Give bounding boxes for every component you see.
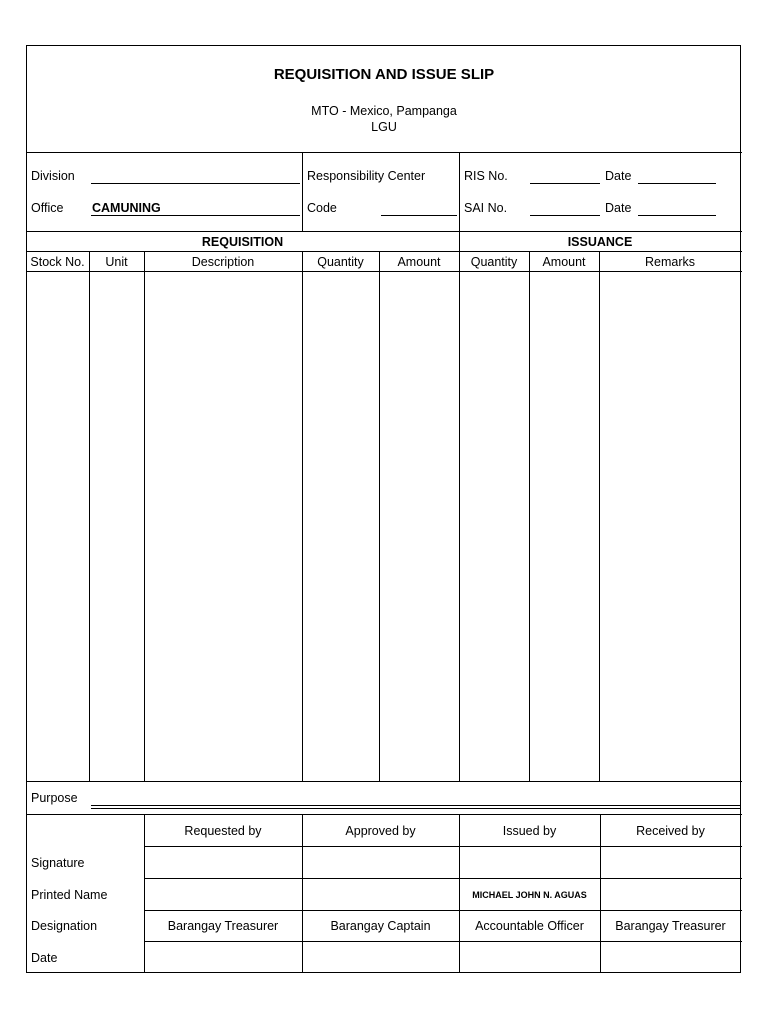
designation-received: Barangay Treasurer (615, 919, 726, 933)
col-unit: Unit (105, 255, 128, 269)
sai-date-label: Date (605, 201, 632, 215)
designation-approved: Barangay Captain (330, 919, 431, 933)
purpose-label: Purpose (31, 791, 78, 805)
items-table-body[interactable] (27, 272, 741, 780)
col-remarks: Remarks (644, 255, 695, 269)
purpose-line-1[interactable] (91, 805, 741, 806)
responsibility-center-label: Responsibility Center (307, 169, 426, 183)
col-iss-quantity: Quantity (470, 255, 518, 269)
issued-by-header: Issued by (502, 824, 557, 838)
col-req-quantity: Quantity (317, 255, 364, 269)
requisition-header: REQUISITION (201, 235, 284, 249)
ris-no-label: RIS No. (464, 169, 508, 183)
col-req-amount: Amount (397, 255, 441, 269)
date-row-label: Date (31, 951, 58, 965)
col-description: Description (191, 255, 255, 269)
designation-requested: Barangay Treasurer (167, 919, 279, 933)
printed-name-row-label: Printed Name (31, 888, 108, 902)
col-stock-no: Stock No. (30, 255, 85, 269)
division-label: Division (31, 169, 75, 183)
code-label: Code (307, 201, 337, 215)
col-iss-amount: Amount (542, 255, 586, 269)
requested-by-header: Requested by (184, 824, 262, 838)
form-subtitle: MTO - Mexico, Pampanga (311, 104, 457, 118)
designation-issued: Accountable Officer (475, 919, 584, 933)
form-title: REQUISITION AND ISSUE SLIP (273, 66, 495, 83)
office-value[interactable]: CAMUNING (92, 201, 161, 215)
signature-row-label: Signature (31, 856, 85, 870)
purpose-line-2 (91, 808, 741, 809)
form-subtitle-lgu: LGU (371, 120, 397, 134)
office-label: Office (31, 201, 64, 215)
received-by-header: Received by (636, 824, 705, 838)
issuance-header: ISSUANCE (567, 235, 633, 249)
ris-date-label: Date (605, 169, 632, 183)
sai-no-label: SAI No. (464, 201, 508, 215)
printed-name-issued[interactable]: MICHAEL JOHN N. AGUAS (472, 890, 587, 900)
approved-by-header: Approved by (345, 824, 416, 838)
designation-row-label: Designation (31, 919, 98, 933)
